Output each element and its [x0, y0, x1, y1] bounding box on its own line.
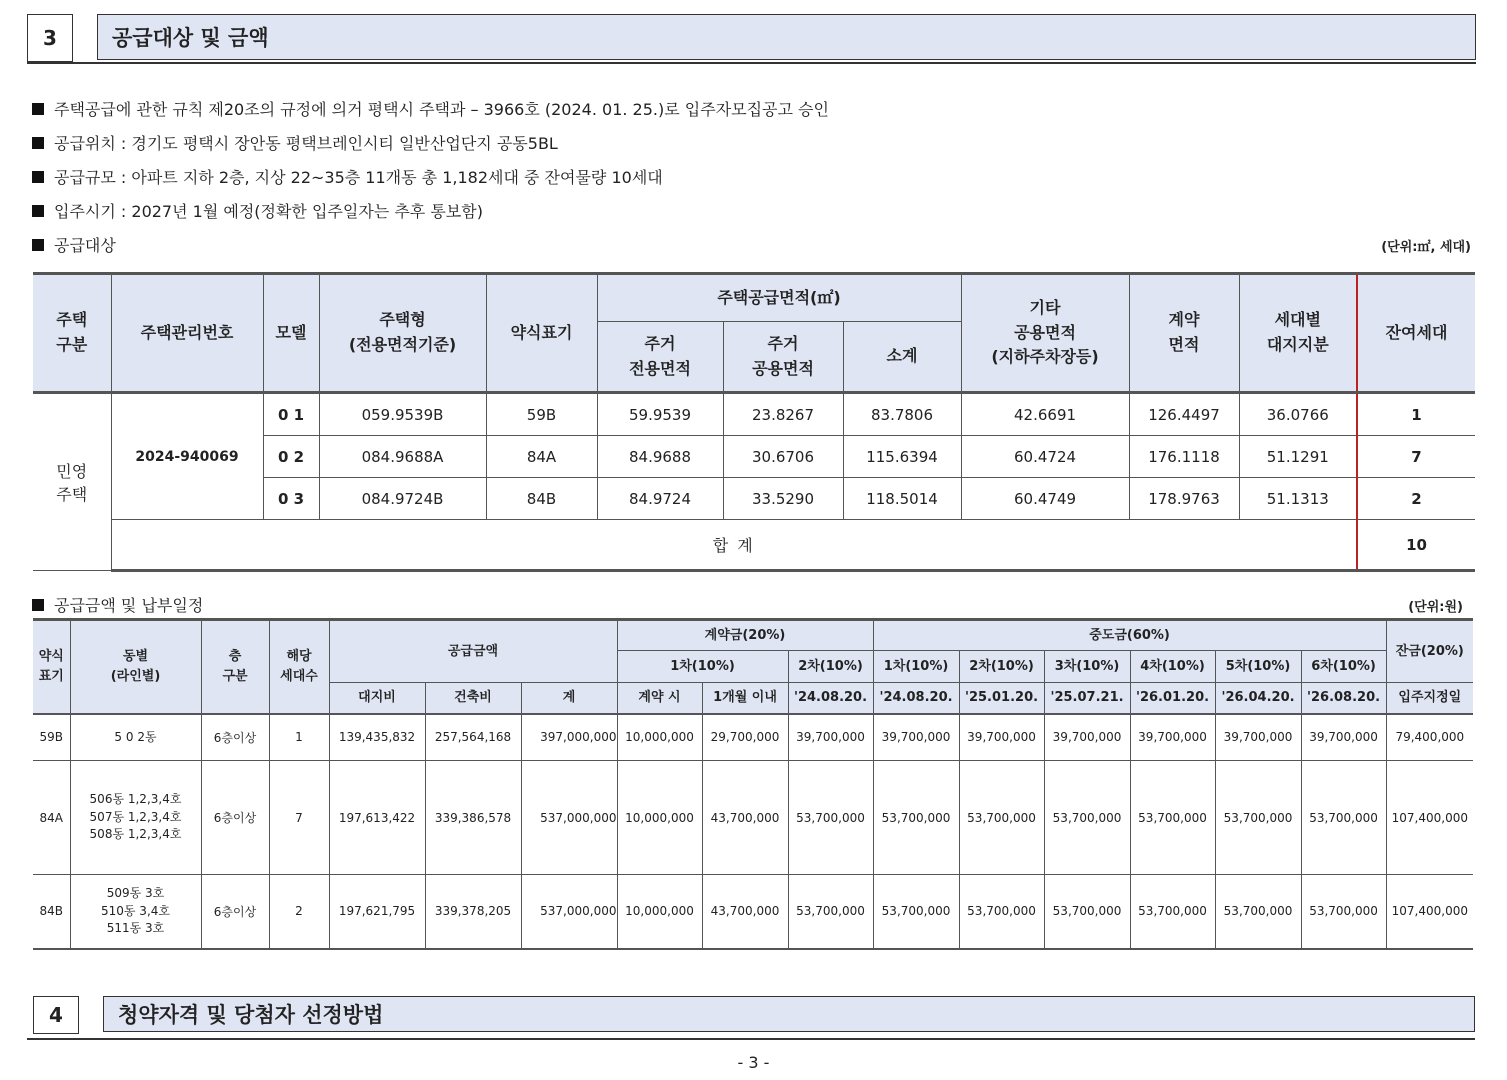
header-price: 공급금액: [329, 620, 617, 683]
total-label: 합 계: [111, 520, 1357, 571]
header-middle-5: 5차(10%): [1215, 651, 1301, 683]
header-middle-2-date: '25.01.20.: [959, 683, 1044, 714]
bullet-approval: 주택공급에 관한 규칙 제20조의 규정에 의거 평택시 주택과 – 3966호 (2024. 01. 25.)로 입주자모집공고 승인: [32, 97, 829, 120]
other-common-cell: 60.4749: [961, 478, 1129, 520]
middle-1-cell: 53,700,000: [873, 875, 959, 949]
header-common: 주거 공용면적: [723, 322, 843, 393]
subtotal-cell: 83.7806: [843, 393, 961, 436]
supply-target-table: [33, 272, 1475, 572]
table-row: [33, 393, 1475, 436]
abbr-cell: 59B: [486, 393, 597, 436]
abbr-cell: 84B: [33, 875, 70, 949]
total-value: 10: [1357, 520, 1475, 571]
contract-1b-cell: 43,700,000: [702, 875, 788, 949]
bullet-scale: 공급규모 : 아파트 지하 2층, 지상 22~35층 11개동 총 1,182세대 중 잔여물량 10세대: [32, 165, 663, 188]
total-cell: 397,000,000: [521, 714, 617, 761]
contract-2-cell: 53,700,000: [788, 875, 873, 949]
building-cost-cell: 257,564,168: [425, 714, 521, 761]
header-mgmt-no: 주택관리번호: [111, 274, 263, 393]
square-bullet-icon: [32, 171, 44, 183]
section-number: 3: [27, 14, 73, 62]
square-bullet-icon: [32, 137, 44, 149]
table-row: [33, 875, 1473, 949]
bullet-price-schedule: 공급금액 및 납부일정: [32, 593, 203, 616]
header-total: 계: [521, 683, 617, 714]
contract-1a-cell: 10,000,000: [617, 761, 702, 875]
square-bullet-icon: [32, 205, 44, 217]
middle-1-cell: 53,700,000: [873, 761, 959, 875]
exclusive-cell: 84.9724: [597, 478, 723, 520]
floor-cell: 6층이상: [201, 875, 269, 949]
header-middle-3: 3차(10%): [1044, 651, 1130, 683]
subtotal-cell: 115.6394: [843, 436, 961, 478]
middle-6-cell: 53,700,000: [1301, 875, 1386, 949]
households-cell: 1: [269, 714, 329, 761]
page-number: - 3 -: [737, 1053, 770, 1072]
land-cell: 197,621,795: [329, 875, 425, 949]
building-cost-cell: 339,378,205: [425, 875, 521, 949]
header-exclusive: 주거 전용면적: [597, 322, 723, 393]
exclusive-cell: 84.9688: [597, 436, 723, 478]
header-middle-4-date: '26.01.20.: [1130, 683, 1215, 714]
building-cell: 509동 3호 510동 3,4호 511동 3호: [70, 875, 201, 949]
middle-5-cell: 39,700,000: [1215, 714, 1301, 761]
header-middle-6-date: '26.08.20.: [1301, 683, 1386, 714]
exclusive-cell: 59.9539: [597, 393, 723, 436]
abbr-cell: 84A: [33, 761, 70, 875]
floor-cell: 6층이상: [201, 714, 269, 761]
total-cell: 537,000,000: [521, 875, 617, 949]
other-common-cell: 42.6691: [961, 393, 1129, 436]
other-common-cell: 60.4724: [961, 436, 1129, 478]
header-middle-5-date: '26.04.20.: [1215, 683, 1301, 714]
contract-2-cell: 39,700,000: [788, 714, 873, 761]
header-middle: 중도금(60%): [873, 620, 1386, 651]
header-contract-area: 계약 면적: [1129, 274, 1239, 393]
table-row: [33, 714, 1473, 761]
middle-2-cell: 53,700,000: [959, 875, 1044, 949]
section-3-header: [27, 14, 1476, 62]
common-cell: 33.5290: [723, 478, 843, 520]
house-type-cell: 084.9724B: [319, 478, 486, 520]
remaining-cell: 1: [1357, 393, 1475, 436]
header-middle-3-date: '25.07.21.: [1044, 683, 1130, 714]
subtotal-cell: 118.5014: [843, 478, 961, 520]
balance-cell: 107,400,000: [1386, 875, 1473, 949]
header-contract-1b: 1개월 이내: [702, 683, 788, 714]
header-abbr: 약식표기: [486, 274, 597, 393]
header-middle-1-date: '24.08.20.: [873, 683, 959, 714]
building-cost-cell: 339,386,578: [425, 761, 521, 875]
middle-3-cell: 53,700,000: [1044, 761, 1130, 875]
header-supply-area: 주택공급면적(㎡): [597, 274, 961, 322]
header-subtotal: 소계: [843, 322, 961, 393]
middle-4-cell: 53,700,000: [1130, 761, 1215, 875]
abbr-cell: 84A: [486, 436, 597, 478]
common-cell: 23.8267: [723, 393, 843, 436]
header-abbr: 약식 표기: [33, 620, 70, 714]
header-house-type: 주택형 (전용면적기준): [319, 274, 486, 393]
bullet-move-in: 입주시기 : 2027년 1월 예정(정확한 입주일자는 추후 통보함): [32, 199, 483, 222]
middle-6-cell: 53,700,000: [1301, 761, 1386, 875]
section-title: 공급대상 및 금액: [97, 14, 1476, 60]
contract-1a-cell: 10,000,000: [617, 875, 702, 949]
total-cell: 537,000,000: [521, 761, 617, 875]
bullet-supply-target: 공급대상: [32, 233, 116, 256]
middle-4-cell: 39,700,000: [1130, 714, 1215, 761]
header-middle-6: 6차(10%): [1301, 651, 1386, 683]
contract-1b-cell: 29,700,000: [702, 714, 788, 761]
mgmt-no-cell: 2024-940069: [111, 393, 263, 520]
middle-2-cell: 53,700,000: [959, 761, 1044, 875]
section-title: 청약자격 및 당첨자 선정방법: [103, 996, 1475, 1032]
balance-cell: 79,400,000: [1386, 714, 1473, 761]
building-cell: 506동 1,2,3,4호 507동 1,2,3,4호 508동 1,2,3,4호: [70, 761, 201, 875]
header-contract-2-date: '24.08.20.: [788, 683, 873, 714]
contract-area-cell: 176.1118: [1129, 436, 1239, 478]
square-bullet-icon: [32, 103, 44, 115]
header-contract-1a: 계약 시: [617, 683, 702, 714]
header-model: 모델: [263, 274, 319, 393]
land-share-cell: 51.1313: [1239, 478, 1357, 520]
header-contract-2: 2차(10%): [788, 651, 873, 683]
header-building: 동별 (라인별): [70, 620, 201, 714]
house-type-cell: 059.9539B: [319, 393, 486, 436]
section-underline: [27, 1038, 1475, 1040]
floor-cell: 6층이상: [201, 761, 269, 875]
land-share-cell: 36.0766: [1239, 393, 1357, 436]
house-type-cell: 084.9688A: [319, 436, 486, 478]
middle-5-cell: 53,700,000: [1215, 875, 1301, 949]
common-cell: 30.6706: [723, 436, 843, 478]
section-underline: [27, 62, 1476, 64]
land-cell: 197,613,422: [329, 761, 425, 875]
households-cell: 2: [269, 875, 329, 949]
table-row: [33, 761, 1473, 875]
total-row: [33, 520, 1475, 571]
type-cell: 민영 주택: [33, 393, 111, 571]
households-cell: 7: [269, 761, 329, 875]
abbr-cell: 84B: [486, 478, 597, 520]
model-cell: 0 1: [263, 393, 319, 436]
abbr-cell: 59B: [33, 714, 70, 761]
land-cell: 139,435,832: [329, 714, 425, 761]
square-bullet-icon: [32, 239, 44, 251]
price-schedule-table: [33, 618, 1473, 950]
middle-1-cell: 39,700,000: [873, 714, 959, 761]
header-balance-date: 입주지정일: [1386, 683, 1473, 714]
middle-6-cell: 39,700,000: [1301, 714, 1386, 761]
header-middle-2: 2차(10%): [959, 651, 1044, 683]
unit-label-won: (단위:원): [1408, 600, 1463, 615]
header-middle-4: 4차(10%): [1130, 651, 1215, 683]
header-middle-1: 1차(10%): [873, 651, 959, 683]
header-type: 주택 구분: [33, 274, 111, 393]
middle-3-cell: 53,700,000: [1044, 875, 1130, 949]
header-building-cost: 건축비: [425, 683, 521, 714]
middle-4-cell: 53,700,000: [1130, 875, 1215, 949]
header-contract: 계약금(20%): [617, 620, 873, 651]
middle-5-cell: 53,700,000: [1215, 761, 1301, 875]
header-land-share: 세대별 대지지분: [1239, 274, 1357, 393]
contract-area-cell: 126.4497: [1129, 393, 1239, 436]
contract-area-cell: 178.9763: [1129, 478, 1239, 520]
bullet-location: 공급위치 : 경기도 평택시 장안동 평택브레인시티 일반산업단지 공동5BL: [32, 131, 558, 154]
remaining-cell: 2: [1357, 478, 1475, 520]
header-other-common: 기타 공용면적 (지하주차장등): [961, 274, 1129, 393]
header-contract-1: 1차(10%): [617, 651, 788, 683]
contract-2-cell: 53,700,000: [788, 761, 873, 875]
section-number: 4: [33, 996, 79, 1034]
header-households: 해당 세대수: [269, 620, 329, 714]
building-cell: 5 0 2동: [70, 714, 201, 761]
balance-cell: 107,400,000: [1386, 761, 1473, 875]
header-remaining: 잔여세대: [1357, 274, 1475, 393]
header-land: 대지비: [329, 683, 425, 714]
square-bullet-icon: [32, 599, 44, 611]
contract-1a-cell: 10,000,000: [617, 714, 702, 761]
header-floor: 층 구분: [201, 620, 269, 714]
model-cell: 0 3: [263, 478, 319, 520]
contract-1b-cell: 43,700,000: [702, 761, 788, 875]
middle-3-cell: 39,700,000: [1044, 714, 1130, 761]
model-cell: 0 2: [263, 436, 319, 478]
remaining-cell: 7: [1357, 436, 1475, 478]
unit-label-area: (단위:㎡, 세대): [1381, 240, 1471, 255]
section-4-header: [27, 996, 1475, 1044]
land-share-cell: 51.1291: [1239, 436, 1357, 478]
middle-2-cell: 39,700,000: [959, 714, 1044, 761]
header-balance: 잔금(20%): [1386, 620, 1473, 683]
